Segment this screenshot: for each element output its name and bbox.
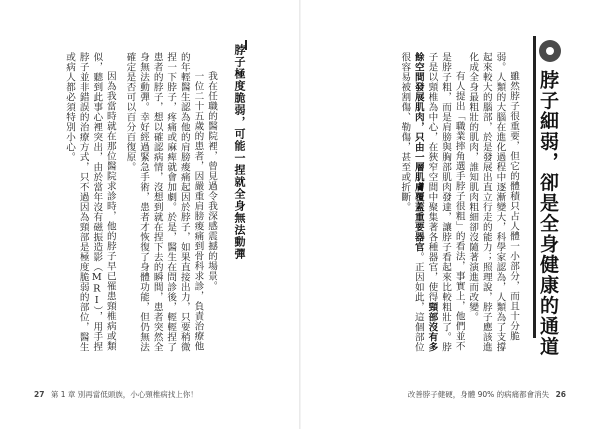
left-body-text bbox=[40, 52, 218, 352]
right-running-title: 改善脖子健硬，身體 90% 的病痛都會消失 bbox=[407, 390, 550, 399]
left-page-number: 27 bbox=[34, 390, 45, 399]
left-paragraph-2: 一位二十五歲的患者，因嚴重肩膀痠痛到骨科求診，負責治療他的年輕醫生認為他的肩膀痠痛起因於脖子，如果直接出力，只要稍微捏一下脖子，疼痛或麻痺就會加劇。於是，醫生在問診後，輕輕捏了患者的脖子，想以確認病情，沒想到就在捏下去的瞬間，患者突然全身無法動彈。幸好經過緊急手術，患者才恢復了身體功能，但仍無法確定是否可以百分百復原。 bbox=[124, 52, 204, 352]
chapter-title: 脖子細弱，卻是全身健康的通道 bbox=[537, 70, 559, 357]
chapter-label: 第 1 章 bbox=[50, 390, 76, 399]
left-paragraph-1: 我在任職的醫院裡，曾見過令我深感震撼的場景。 bbox=[206, 71, 217, 292]
left-paragraph-3: 因為我當時就在那位醫院求診時，他的脖子早已罹患頸椎病或類似，聽到此事心裡突出，由於當年沒有磁振造影（MRI），用手捏脖子並非錯誤的治療方式，只不過因為頸部是極度脆弱的部位，醫生或病人都必須特別小心。 bbox=[64, 52, 116, 352]
right-paragraph-1: 雖然脖子很重要，但它的體積只占人體一小部分，而且十分脆弱。人類的大腦在進化過程中逐漸變大，科學家認為，人類為了支撐起來較大的腦部，於是發展出直立行走的能力；照理說，脖子應該進化成全身最粗壯的肌肉，誰知肌肉粗細卻沒隨著演進而改變。 bbox=[467, 52, 519, 352]
left-subheading: 脖子極度脆弱，可能一捏就全身無法動彈 bbox=[233, 44, 246, 260]
highlighted-phrase: 頸部沒有多餘空間發展肌肉，只由一層肌膚覆蓋重要器官 bbox=[412, 52, 438, 352]
right-footer bbox=[408, 389, 570, 400]
left-running-title: 別再當低頭族，小心頸椎病找上你！ bbox=[77, 390, 198, 399]
right-page-number: 26 bbox=[555, 390, 566, 399]
right-paragraph-2: 有人提出「職業摔角選手脖子很粗」的看法，事實上，他們並不是脖子粗，而是肩膀與胸部肌肉發達，讓脖子看起來比較粗壯了。脖子是以頸椎為中心，在狹窄空間中聚集著各種器官，使得頸部沒有多餘空間發展肌肉，只由一層肌膚覆蓋重要器官。正因如此，這個部位很容易被割傷、勒傷，甚至或折斷。 bbox=[399, 52, 465, 352]
right-body-text bbox=[330, 52, 520, 352]
left-footer bbox=[30, 389, 198, 400]
chapter-bullet-icon bbox=[539, 40, 561, 62]
